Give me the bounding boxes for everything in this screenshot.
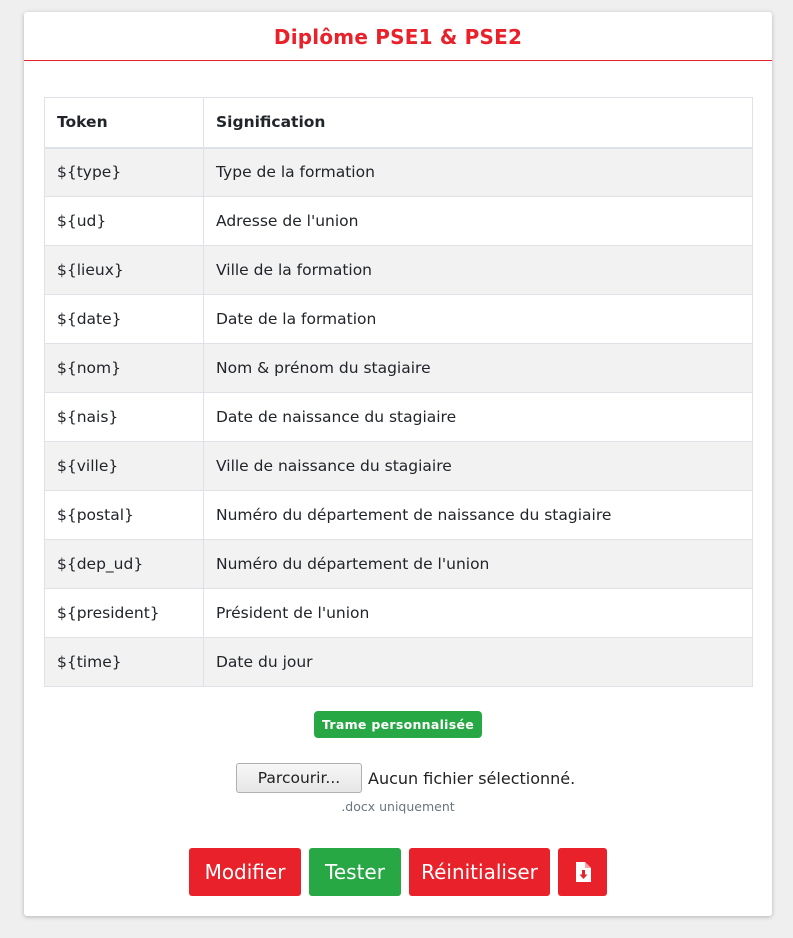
token-cell: ${nom} xyxy=(45,344,204,393)
token-cell: ${nais} xyxy=(45,393,204,442)
table-row xyxy=(45,197,753,246)
file-format-hint: .docx uniquement xyxy=(341,799,455,814)
table-row xyxy=(45,638,753,687)
no-file-selected-text: Aucun fichier sélectionné. xyxy=(368,768,576,788)
table-row xyxy=(45,540,753,589)
reset-button[interactable]: Réinitialiser xyxy=(409,848,550,896)
action-buttons xyxy=(189,848,607,896)
meaning-cell: Adresse de l'union xyxy=(204,197,753,246)
token-cell: ${ville} xyxy=(45,442,204,491)
table-row xyxy=(45,491,753,540)
diploma-card xyxy=(24,12,772,916)
meaning-cell: Ville de la formation xyxy=(204,246,753,295)
token-cell: ${date} xyxy=(45,295,204,344)
download-button[interactable] xyxy=(558,848,607,896)
token-cell: ${ud} xyxy=(45,197,204,246)
table-row xyxy=(45,295,753,344)
table-row xyxy=(45,148,753,197)
modify-button[interactable]: Modifier xyxy=(189,848,301,896)
meaning-cell: Date de la formation xyxy=(204,295,753,344)
table-header-row xyxy=(45,98,753,148)
table-row xyxy=(45,246,753,295)
token-table-container xyxy=(44,97,752,687)
meaning-cell: Nom & prénom du stagiaire xyxy=(204,344,753,393)
token-cell: ${postal} xyxy=(45,491,204,540)
column-header-signification: Signification xyxy=(204,98,753,148)
meaning-cell: Date de naissance du stagiaire xyxy=(204,393,753,442)
custom-template-badge: Trame personnalisée xyxy=(314,711,482,738)
custom-template-badge-container xyxy=(24,711,772,738)
column-header-token: Token xyxy=(45,98,204,148)
meaning-cell: Ville de naissance du stagiaire xyxy=(204,442,753,491)
browse-button[interactable]: Parcourir... xyxy=(236,763,362,793)
table-row xyxy=(45,442,753,491)
meaning-cell: Type de la formation xyxy=(204,148,753,197)
test-button[interactable]: Tester xyxy=(309,848,401,896)
file-download-icon xyxy=(575,862,591,882)
token-cell: ${type} xyxy=(45,148,204,197)
token-cell: ${time} xyxy=(45,638,204,687)
token-cell: ${president} xyxy=(45,589,204,638)
meaning-cell: Numéro du département de naissance du stagiaire xyxy=(204,491,753,540)
table-row xyxy=(45,589,753,638)
token-cell: ${dep_ud} xyxy=(45,540,204,589)
table-row xyxy=(45,393,753,442)
file-input[interactable] xyxy=(236,763,575,793)
page-title: Diplôme PSE1 & PSE2 xyxy=(273,25,523,49)
card-header xyxy=(24,12,772,61)
token-table xyxy=(44,97,753,687)
meaning-cell: Président de l'union xyxy=(204,589,753,638)
table-row xyxy=(45,344,753,393)
meaning-cell: Date du jour xyxy=(204,638,753,687)
meaning-cell: Numéro du département de l'union xyxy=(204,540,753,589)
token-cell: ${lieux} xyxy=(45,246,204,295)
